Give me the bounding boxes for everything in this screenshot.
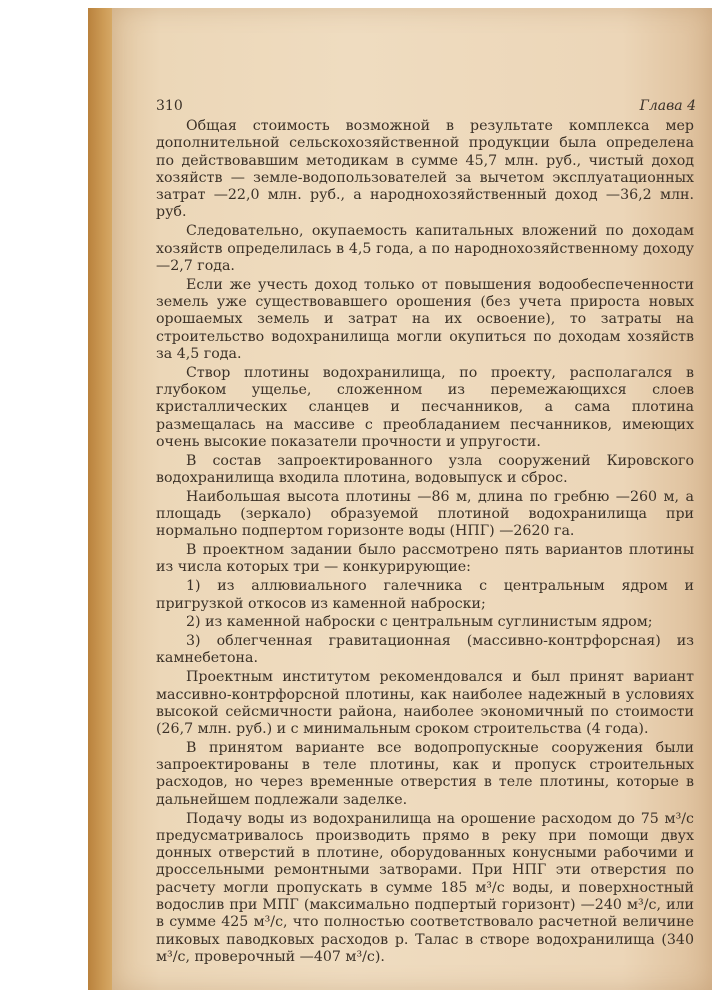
paragraph: Проектным институтом рекомендовался и был принят вариант массивно-контрфорсной плотины, как наиболее надежный в условиях высокой сейсмичности района, наиболее экономичный по стоимости (26,7 млн. руб.) и с минимальным сроком строительства (4 года). [156,669,694,738]
paragraph: Наибольшая высота плотины —86 м, длина по гребню —260 м, а площадь (зеркало) образуемой плотиной водохранилища при нормально подпертом горизонте воды (НПГ) —2620 га. [156,488,694,540]
page-number: 310 [156,98,183,114]
paragraph: В состав запроектированного узла сооружений Кировского водохранилища входила плотина, водовыпуск и сброс. [156,452,694,486]
paragraph: Следовательно, окупаемость капитальных вложений по доходам хозяйств определилась в 4,5 года, а по народнохозяйственному доходу —2,7 года. [156,223,694,274]
body-text [156,118,694,966]
paragraph: Подачу воды из водохранилища на орошение расходом до 75 м³/с предусматривалось производить прямо в реку при помощи двух донных отверстий в плотине, оборудованных конусными рабочими и дроссельными ремонтными затворами. При НПГ эти отверстия по расчету могли пропускать в сумме 185 м³/с воды, и поверхностный водослив при МПГ (максимально подпертый горизонт) —240 м³/с, или в сумме 425 м³/с, что полностью соответствовало расчетной величине пиковых паводковых расходов р. Талас в створе водохранилища (340 м³/с, проверочный —407 м³/с). [156,810,694,965]
list-item: 1) из аллювиального галечника с центральным ядром и пригрузкой откосов из каменной наброски; [156,578,694,612]
page-header [156,98,696,118]
paragraph: В принятом варианте все водопропускные сооружения были запроектированы в теле плотины, как и пропуск строительных расходов, но через временные отверстия в теле плотины, которые в дальнейшем подлежали заделке. [156,739,694,808]
chapter-title: Глава 4 [639,98,696,114]
paragraph: Общая стоимость возможной в результате комплекса мер дополнительной сельскохозяйственной продукции была определена по действовавшим методикам в сумме 45,7 млн. руб., чистый доход хозяйств — земле-водопользователей за вычетом эксплуатационных затрат —22,0 млн. руб., а народнохозяйственный доход —36,2 млн. руб. [156,118,694,221]
paragraph: Створ плотины водохранилища, по проекту, располагался в глубоком ущелье, сложенном из перемежающихся слоев кристаллических сланцев и песчанников, а сама плотина размещалась на массиве с преобладанием песчанников, имеющих очень высокие показатели прочности и упругости. [156,364,694,450]
list-item: 2) из каменной наброски с центральным суглинистым ядром; [186,614,653,631]
paragraph: Если же учесть доход только от повышения водообеспеченности земель уже существовавшего орошения (без учета прироста новых орошаемых земель и затрат на их освоение), то затраты на строительство водохранилища могли окупиться по доходам хозяйств за 4,5 года. [156,276,694,362]
paragraph: В проектном задании было рассмотрено пять вариантов плотины из числа которых три — конкурирующие: [156,542,694,576]
list-item: 3) облегченная гравитационная (массивно-контрфорсная) из камнебетона. [156,633,694,667]
